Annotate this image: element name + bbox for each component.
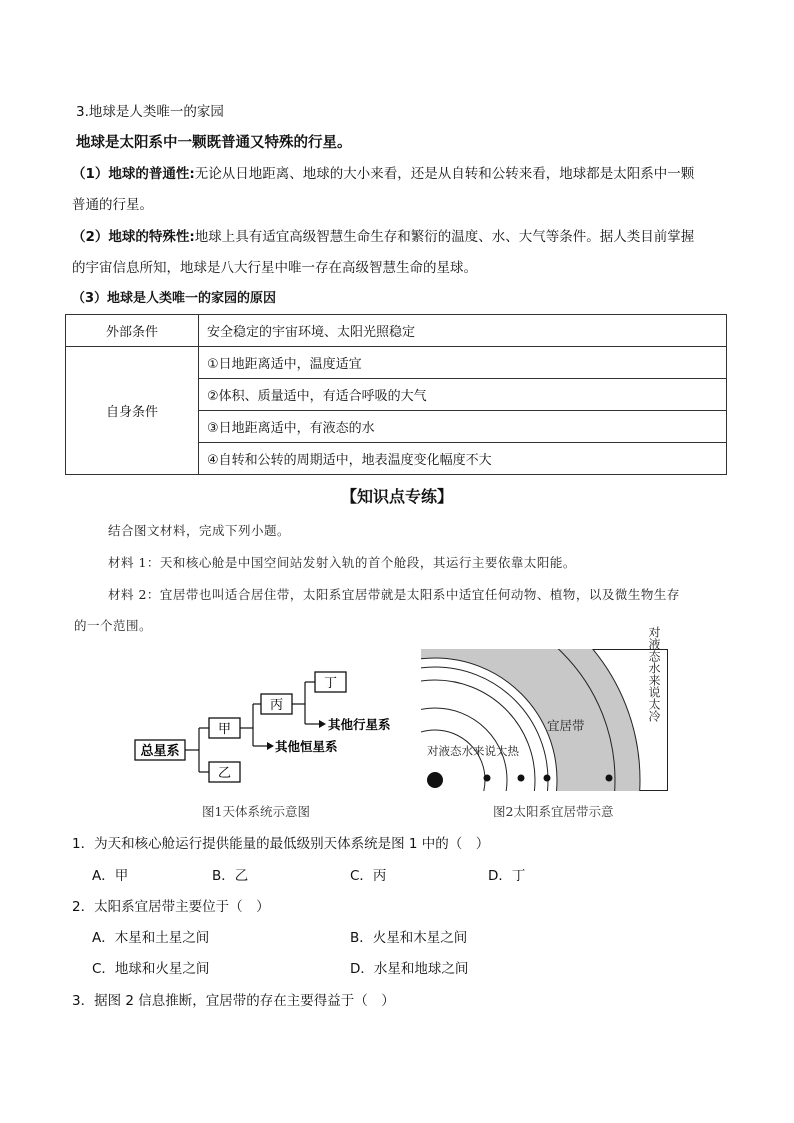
figure-1-caption: 图1天体系统示意图 bbox=[202, 804, 310, 819]
paragraph-1 bbox=[72, 164, 694, 184]
node-bing: 丙 bbox=[269, 698, 284, 713]
figure-2-caption: 图2太阳系宜居带示意 bbox=[493, 804, 614, 819]
q2-option-c[interactable]: C．地球和火星之间 bbox=[92, 961, 210, 977]
habitable-zone-diagram bbox=[421, 626, 668, 791]
q2-option-b[interactable]: B．火星和木星之间 bbox=[350, 930, 468, 946]
table-row bbox=[66, 347, 727, 379]
question-3: 3．据图 2 信息推断，宜居带的存在主要得益于（ ） bbox=[72, 993, 395, 1009]
celestial-system-diagram bbox=[125, 660, 391, 785]
instruction-text: 结合图文材料，完成下列小题。 bbox=[108, 523, 291, 538]
paragraph-2 bbox=[72, 227, 694, 247]
practice-title: 【知识点专练】 bbox=[340, 487, 453, 506]
external-conditions-label: 外部条件 bbox=[66, 315, 199, 347]
internal-condition-3: ③日地距离适中，有液态的水 bbox=[199, 411, 727, 443]
planet-dot bbox=[518, 775, 525, 782]
section-intro: 地球是太阳系中一颗既普通又特殊的行星。 bbox=[76, 135, 352, 151]
node-other-planets: 其他行星系 bbox=[328, 717, 391, 732]
question-1: 1．为天和核心舱运行提供能量的最低级别天体系统是图 1 中的（ ） bbox=[72, 836, 490, 852]
external-conditions-value: 安全稳定的宇宙环境、太阳光照稳定 bbox=[199, 315, 727, 347]
q2-option-a[interactable]: A．木星和土星之间 bbox=[92, 930, 210, 946]
paragraph-1-label: （1）地球的普通性: bbox=[72, 166, 195, 182]
q2-option-d[interactable]: D．水星和地球之间 bbox=[350, 961, 469, 977]
node-jia: 甲 bbox=[217, 722, 232, 737]
table-row bbox=[66, 315, 727, 347]
paragraph-1-cont: 普通的行星。 bbox=[72, 197, 153, 213]
node-yi: 乙 bbox=[217, 766, 232, 781]
planet-dot bbox=[544, 775, 551, 782]
too-hot-label: 对液态水来说太热 bbox=[427, 744, 519, 758]
material-2-cont: 的一个范围。 bbox=[74, 618, 153, 633]
q1-option-c[interactable]: C．丙 bbox=[350, 868, 387, 884]
too-cold-label: 对液态水来说太冷 bbox=[647, 626, 661, 722]
question-2: 2．太阳系宜居带主要位于（ ） bbox=[72, 899, 270, 915]
planet-dot bbox=[484, 775, 491, 782]
internal-condition-4: ④自转和公转的周期适中，地表温度变化幅度不大 bbox=[199, 443, 727, 475]
material-1: 材料 1：天和核心舱是中国空间站发射入轨的首个舱段，其运行主要依靠太阳能。 bbox=[108, 555, 576, 570]
node-root: 总星系 bbox=[140, 744, 180, 759]
internal-condition-1: ①日地距离适中，温度适宜 bbox=[199, 347, 727, 379]
internal-condition-2: ②体积、质量适中，有适合呼吸的大气 bbox=[199, 379, 727, 411]
material-2: 材料 2：宜居带也叫适合居住带，太阳系宜居带就是太阳系中适宜任何动物、植物，以及微生物生存 bbox=[108, 587, 680, 602]
paragraph-2-text: 地球上具有适宜高级智慧生命生存和繁衍的温度、水、大气等条件。据人类目前掌握 bbox=[194, 229, 695, 245]
section-heading: 3.地球是人类唯一的家园 bbox=[76, 104, 224, 120]
paragraph-2-cont: 的宇宙信息所知，地球是八大行星中唯一存在高级智慧生命的星球。 bbox=[72, 260, 477, 276]
internal-conditions-label: 自身条件 bbox=[66, 347, 199, 475]
q1-option-d[interactable]: D．丁 bbox=[488, 868, 526, 884]
sun-dot bbox=[427, 772, 443, 788]
node-ding: 丁 bbox=[323, 676, 338, 691]
q1-option-a[interactable]: A．甲 bbox=[92, 868, 129, 884]
paragraph-1-text: 无论从日地距离、地球的大小来看，还是从自转和公转来看，地球都是太阳系中一颗 bbox=[194, 166, 695, 182]
conditions-table bbox=[65, 314, 727, 475]
paragraph-3-label: （3）地球是人类唯一的家园的原因 bbox=[72, 291, 277, 306]
q1-option-b[interactable]: B．乙 bbox=[212, 868, 249, 884]
planet-dot bbox=[606, 775, 613, 782]
paragraph-2-label: （2）地球的特殊性: bbox=[72, 229, 195, 245]
habitable-zone-label: 宜居带 bbox=[547, 718, 585, 733]
node-other-stars: 其他恒星系 bbox=[275, 739, 338, 754]
